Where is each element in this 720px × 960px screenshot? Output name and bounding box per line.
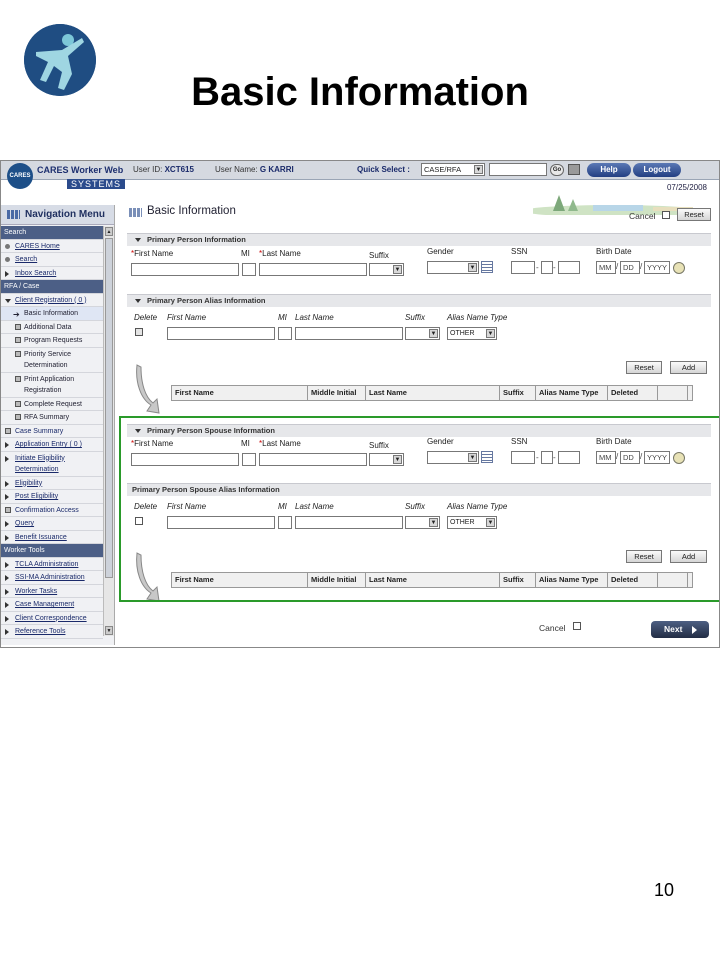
cares-logo-icon: CARES (7, 163, 33, 189)
alias-name-type-select[interactable]: OTHER ▼ (447, 327, 497, 340)
lock-icon (15, 376, 21, 382)
nav-item[interactable] (1, 598, 103, 612)
nav-item[interactable] (1, 321, 103, 335)
nav-item[interactable] (1, 398, 103, 412)
nav-item (1, 226, 103, 240)
nav-item[interactable] (1, 240, 103, 254)
nav-item-label: Initiate Eligibility Determination (15, 454, 65, 473)
suffix-label: Suffix (369, 251, 389, 260)
section-primary-person[interactable]: Primary Person Information (127, 233, 711, 246)
nav-item-label: Eligibility (15, 479, 43, 487)
print-icon[interactable] (568, 164, 580, 175)
scroll-up-icon[interactable]: ▲ (106, 229, 112, 235)
reset-button-top[interactable]: Reset (677, 208, 711, 221)
spouse-suffix-label: Suffix (369, 441, 389, 450)
gender-list-icon[interactable] (481, 261, 493, 273)
delete-label: Delete (134, 313, 158, 322)
bottom-cancel-checkbox[interactable] (573, 622, 581, 630)
lock-icon (15, 324, 21, 330)
go-button[interactable]: Go (550, 164, 564, 176)
grid-column-header: Last Name (366, 386, 500, 400)
arrow-right-icon (692, 626, 697, 634)
spouse-section-highlight (119, 416, 720, 602)
primary-alias-grid-header (171, 385, 693, 401)
nav-item[interactable] (1, 373, 103, 398)
alias-first-name-label: First Name (167, 313, 207, 322)
nav-item-label: Print Application Registration (24, 375, 75, 394)
spouse-mi-label: MI (241, 439, 250, 448)
collapse-icon[interactable] (135, 299, 141, 303)
nav-item-label: Benefit Issuance (15, 533, 67, 541)
spouse-last-name-label: *Last Name (259, 439, 301, 448)
logout-button[interactable]: Logout (633, 163, 681, 177)
nav-item[interactable] (1, 517, 103, 531)
bottom-cancel-label: Cancel (539, 623, 566, 633)
chevron-down-icon: ▼ (430, 520, 437, 526)
nav-item-label: Post Eligibility (15, 493, 59, 500)
section-spouse[interactable]: Primary Person Spouse Information (127, 424, 711, 437)
alias-last-name-label: Last Name (295, 313, 334, 322)
spouse-gender-label: Gender (427, 437, 454, 446)
brand-title: CARES Worker Web (37, 165, 124, 175)
gender-label: Gender (427, 247, 454, 256)
next-button[interactable]: Next (651, 621, 709, 638)
lock-icon (5, 507, 11, 513)
spouse-alias-add-button[interactable]: Add (670, 550, 707, 563)
ssn-dash-1: - (536, 263, 539, 272)
home-dot-icon (5, 244, 10, 249)
menu-grid-icon (7, 210, 20, 219)
alias-suffix-label: Suffix (405, 313, 426, 322)
first-name-input[interactable] (131, 263, 239, 276)
lock-icon (15, 401, 21, 407)
alias-name-type-label: Alias Name Type (447, 313, 508, 322)
nav-item-label: Inbox Search (15, 269, 57, 277)
nav-item[interactable] (1, 334, 103, 348)
nav-item-label: Client Correspondence (15, 614, 87, 622)
nav-item-label: Application Entry ( 0 ) (15, 441, 82, 448)
nav-item-label: Basic Information (24, 310, 79, 317)
last-name-label: *Last Name (259, 249, 301, 258)
spouse-date-slash-2: / (640, 452, 643, 461)
cancel-checkbox[interactable] (662, 211, 670, 219)
user-id-text: User ID: XCT615 (133, 165, 194, 174)
nav-item-label: Case Management (15, 601, 75, 608)
calendar-icon[interactable] (673, 262, 685, 274)
spouse-alias-suffix-label: Suffix (405, 502, 426, 511)
home-dot-icon (5, 257, 10, 262)
chevron-down-icon: ▼ (430, 331, 437, 337)
spouse-alias-reset-button[interactable]: Reset (626, 550, 662, 563)
quick-select-input[interactable] (489, 163, 547, 176)
navigation-menu-header (1, 205, 114, 225)
ssn-part2-input[interactable] (541, 261, 553, 274)
curved-arrow-icon (133, 363, 161, 415)
expand-icon (5, 535, 9, 541)
spouse-alias-mi-label: MI (278, 502, 287, 511)
nav-item[interactable] (1, 438, 103, 452)
lock-icon (15, 414, 21, 420)
chevron-down-icon: ▼ (487, 520, 494, 526)
page-title: Basic Information (147, 205, 236, 217)
alias-add-button[interactable]: Add (670, 361, 707, 374)
grid-column-header: Middle Initial (308, 573, 366, 587)
mi-label: MI (241, 249, 250, 258)
grid-column-header: Alias Name Type (536, 386, 608, 400)
grid-column-header: First Name (172, 573, 308, 587)
help-button[interactable]: Help (587, 163, 631, 177)
last-name-input[interactable] (259, 263, 367, 276)
spouse-birth-day-input[interactable]: DD (620, 451, 640, 464)
spouse-first-name-label: *First Name (131, 439, 174, 448)
section-spouse-alias[interactable]: Primary Person Spouse Alias Information (127, 483, 711, 496)
expand-icon (5, 481, 9, 487)
nav-item[interactable] (1, 490, 103, 504)
nav-item-label: TCLA Administration (15, 560, 79, 568)
ssn-part3-input[interactable] (558, 261, 580, 274)
slide-title: Basic Information (191, 70, 529, 114)
current-arrow-icon: ➔ (13, 310, 20, 319)
nav-item-label: Client Registration ( 0 ) (15, 296, 87, 304)
spouse-alias-last-name-label: Last Name (295, 502, 334, 511)
grid-column-header: Suffix (500, 386, 536, 400)
birth-date-label: Birth Date (596, 247, 632, 256)
collapse-icon (5, 299, 11, 303)
spouse-birth-year-input[interactable]: YYYY (644, 451, 670, 464)
nav-item[interactable] (1, 504, 103, 518)
expand-icon (5, 629, 9, 635)
alias-delete-checkbox[interactable] (135, 328, 143, 336)
spouse-ssn-label: SSN (511, 437, 528, 446)
nav-item[interactable] (1, 452, 103, 477)
chevron-down-icon: ▼ (469, 455, 476, 461)
nav-scrollbar[interactable] (103, 226, 114, 636)
slide-page-number: 10 (653, 880, 674, 900)
lock-icon (5, 428, 11, 434)
nav-item[interactable] (1, 625, 103, 639)
nav-item-label: Search (4, 229, 27, 236)
alias-reset-button[interactable]: Reset (626, 361, 662, 374)
chevron-down-icon: ▼ (475, 167, 482, 173)
nav-item-label: CARES Home (15, 242, 60, 250)
expand-icon (5, 494, 9, 500)
nav-item[interactable] (1, 267, 103, 281)
nav-item-label: Reference Tools (15, 628, 66, 635)
grid-column-header: First Name (172, 386, 308, 400)
nav-item-label: Program Requests (24, 337, 83, 344)
grid-column-header: Suffix (500, 573, 536, 587)
grid-column-header: Last Name (366, 573, 500, 587)
expand-icon (5, 602, 9, 608)
date-slash-1: / (616, 262, 619, 271)
birth-month-input[interactable]: MM (596, 261, 616, 274)
alias-last-name-input[interactable] (295, 327, 403, 340)
nav-item-label: Confirmation Access (15, 506, 79, 514)
spouse-delete-label: Delete (134, 502, 158, 511)
nav-item-label: Query (15, 520, 35, 527)
nav-item[interactable] (1, 307, 103, 321)
expand-icon (5, 442, 9, 448)
nav-item[interactable] (1, 612, 103, 626)
expand-icon (5, 575, 9, 581)
brand-subtitle: SYSTEMS (67, 179, 125, 189)
chevron-down-icon: ▼ (394, 267, 401, 273)
spouse-alias-name-type-label: Alias Name Type (447, 502, 508, 511)
nav-item-label: Priority Service Determination (24, 350, 72, 369)
alias-mi-label: MI (278, 313, 287, 322)
alias-suffix-select[interactable] (405, 327, 440, 340)
spouse-alias-first-name-label: First Name (167, 502, 207, 511)
nav-item-label: Worker Tools (4, 547, 45, 554)
cancel-label: Cancel (629, 211, 656, 221)
ssn-part1-input[interactable] (511, 261, 535, 274)
nav-item[interactable] (1, 411, 103, 425)
nav-item (1, 280, 103, 294)
nav-item-label: RFA Summary (24, 414, 70, 421)
date-slash-2: / (640, 262, 643, 271)
nav-item-label: SSI-MA Administration (15, 574, 85, 581)
quick-select-label: Quick Select : (357, 165, 410, 174)
nav-item[interactable] (1, 348, 103, 373)
quick-select-dropdown[interactable]: CASE/RFA ▼ (421, 163, 485, 176)
expand-icon (5, 589, 9, 595)
grid-column-header: Middle Initial (308, 386, 366, 400)
scroll-thumb[interactable] (105, 238, 113, 578)
nav-item-label: Worker Tasks (15, 587, 58, 595)
nav-item[interactable] (1, 531, 103, 545)
nav-item[interactable] (1, 425, 103, 439)
nav-item[interactable] (1, 253, 103, 267)
mi-input[interactable] (242, 263, 256, 276)
grid-column-header: Deleted (608, 573, 658, 587)
grid-column-header: Alias Name Type (536, 573, 608, 587)
page-grid-icon (129, 208, 142, 217)
suffix-select[interactable] (369, 263, 404, 276)
birth-year-input[interactable]: YYYY (644, 261, 670, 274)
grid-empty-column (658, 386, 688, 400)
ssn-label: SSN (511, 247, 528, 256)
nav-item-label: Case Summary (15, 427, 64, 435)
expand-icon (5, 456, 9, 462)
expand-icon (5, 271, 9, 277)
navigation-menu-title: Navigation Menu (25, 209, 106, 220)
navigation-menu (1, 205, 115, 645)
grid-column-header: Deleted (608, 386, 658, 400)
spouse-ssn-dash-1: - (536, 453, 539, 462)
scroll-down-icon[interactable]: ▼ (106, 628, 112, 634)
lock-icon (15, 351, 21, 357)
spouse-birth-month-input[interactable]: MM (596, 451, 616, 464)
cares-brand (7, 163, 124, 191)
spouse-birth-date-label: Birth Date (596, 437, 632, 446)
nav-list (1, 226, 103, 639)
expand-icon (5, 562, 9, 568)
chevron-down-icon: ▼ (469, 265, 476, 271)
alias-mi-input[interactable] (278, 327, 292, 340)
birth-day-input[interactable]: DD (620, 261, 640, 274)
lock-icon (15, 337, 21, 343)
current-date: 07/25/2008 (666, 183, 707, 192)
spouse-alias-name-type-select[interactable]: OTHER ▼ (447, 516, 497, 529)
user-name-text: User Name: G KARRI (215, 165, 294, 174)
expand-icon (5, 521, 9, 527)
first-name-label: *First Name (131, 249, 174, 258)
chevron-down-icon: ▼ (394, 457, 401, 463)
alias-first-name-input[interactable] (167, 327, 275, 340)
collapse-icon[interactable] (135, 238, 141, 242)
chevron-down-icon: ▼ (487, 331, 494, 337)
nav-item-label: Complete Request (24, 400, 82, 408)
spouse-date-slash-1: / (616, 452, 619, 461)
gender-select[interactable] (427, 261, 479, 274)
nav-item-label: Search (15, 256, 38, 263)
nav-item (1, 544, 103, 558)
nav-item[interactable] (1, 558, 103, 572)
nav-item[interactable] (1, 571, 103, 585)
ssn-dash-2: - (553, 263, 556, 272)
nav-item-label: RFA / Case (4, 283, 40, 290)
nav-item-label: Additional Data (24, 323, 72, 331)
expand-icon (5, 616, 9, 622)
app-screenshot (0, 160, 720, 648)
nav-item[interactable] (1, 585, 103, 599)
section-primary-alias[interactable]: Primary Person Alias Information (127, 294, 711, 307)
spouse-ssn-dash-2: - (553, 453, 556, 462)
nav-item[interactable] (1, 294, 103, 308)
nav-item[interactable] (1, 477, 103, 491)
